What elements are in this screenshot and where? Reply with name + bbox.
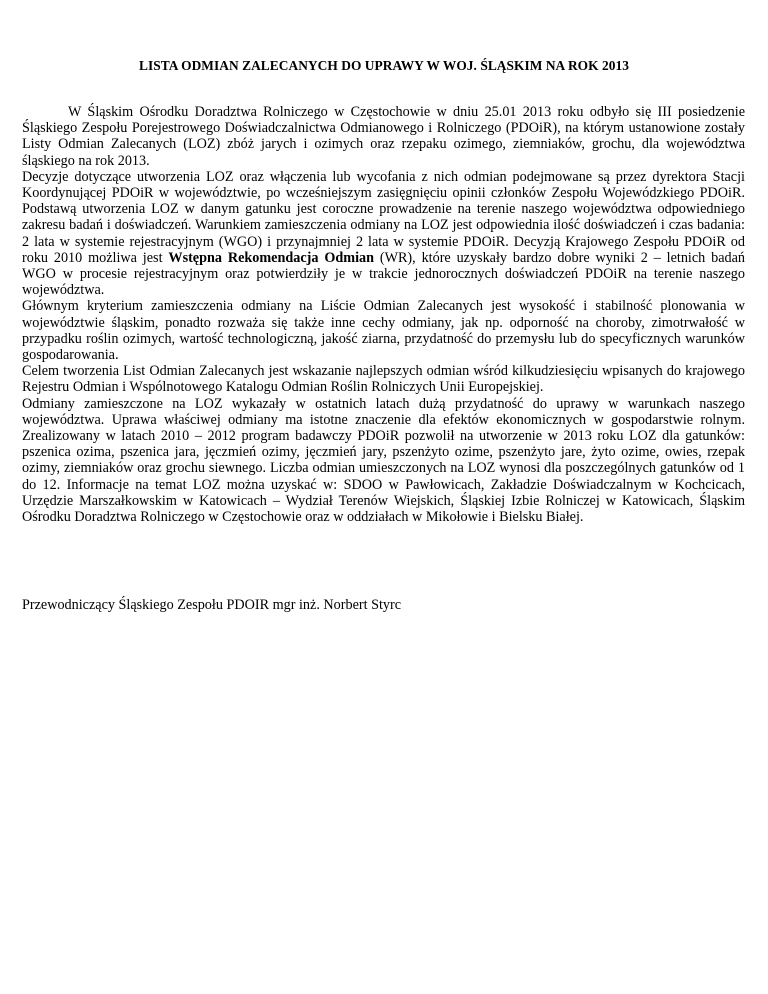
paragraph-criteria: Głównym kryterium zamieszczenia odmiany na Liście Odmian Zalecanych jest wysokość i stabilność plonowania w województwie śląskim, ponadto rozważa się także inne cechy odmiany, jak np. odporność na choroby, zimotrwałość w przypadku roślin ozimych, wartość technologiczną, jakość ziarna, przydatność do przemysłu lub do specyficznych warunków gospodarowania.: [22, 298, 745, 364]
paragraph-results: Odmiany zamieszczone na LOZ wykazały w ostatnich latach dużą przydatność do uprawy w warunkach naszego województwa. Uprawa właściwej odmiany ma istotne znaczenie dla efektów ekonomicznych w gospodarstwie rolnym. Zrealizowany w latach 2010 – 2012 program badawczy PDOiR pozwolił na utworzenie w 2013 roku LOZ dla gatunków: pszenica ozima, pszenica jara, jęczmień ozimy, jęczmień jary, pszenżyto ozime, pszenżyto jare, żyto ozime, owies, rzepak ozimy, ziemniaków oraz grochu siewnego. Liczba odmian umieszczonych na LOZ wynosi dla poszczególnych gatunków od 1 do 12. Informacje na temat LOZ można uzyskać w: SDOO w Pawłowicach, Zakładzie Doświadczalnym w Kochcicach, Urzędzie Marszałkowskim w Katowicach – Wydział Terenów Wiejskich, Śląskiej Izbie Rolniczej w Katowicach, Śląskim Ośrodku Doradztwa Rolniczego w Częstochowie oraz w oddziałach w Mikołowie i Bielsku Białej.: [22, 395, 745, 526]
preliminary-recommendation-term: Wstępna Rekomendacja Odmian: [168, 249, 374, 266]
paragraph-purpose: Celem tworzenia List Odmian Zalecanych jest wskazanie najlepszych odmian wśród kilkudziesięciu wpisanych do krajowego Rejestru Odmian i Wspólnotowego Katalogu Odmian Roślin Rolniczych Unii Europejskiej.: [22, 363, 745, 396]
paragraph-decisions-text-end: (WR), które uzyskały bardzo dobre wyniki 2 – letnich badań WGO w procesie rejestracyjnym oraz potwierdziły je w trakcie jednorocznych doświadczeń PDOiR na terenie naszego województwa.: [22, 249, 745, 299]
document-title: LISTA ODMIAN ZALECANYCH DO UPRAWY W WOJ. ŚLĄSKIM NA ROK 2013: [139, 58, 629, 73]
chairman-signature: Przewodniczący Śląskiego Zespołu PDOIR mgr inż. Norbert Styrc: [22, 597, 402, 613]
paragraph-decisions: [22, 169, 745, 299]
paragraph-decisions-text-start: Decyzje dotyczące utworzenia LOZ oraz włączenia lub wycofania z nich odmian podejmowane są przez dyrektora Stacji Koordynującej PDOiR w województwie, po wcześniejszym zasięgnięciu opinii członków Zespołu Wojewódzkiego PDOiR. Podstawą utworzenia LOZ w danym gatunku jest coroczne prowadzenie na terenie naszego województwa odpowiedniego zakresu badań i doświadczeń. Warunkiem zamieszczenia odmiany na LOZ jest odpowiednia ilość doświadczeń i czas badania: 2 lata w systemie rejestracyjnym (WGO) i przynajmniej 2 lata w systemie PDOiR. Decyzją Krajowego Zespołu PDOiR od roku 2010 możliwa jest: [22, 168, 745, 266]
document-body: [22, 104, 745, 525]
paragraph-meeting: W Śląskim Ośrodku Doradztwa Rolniczego w Częstochowie w dniu 25.01 2013 roku odbyło się III posiedzenie Śląskiego Zespołu Porejestrowego Doświadczalnictwa Odmianowego i Rolniczego (PDOiR), na którym ustanowione zostały Listy Odmian Zalecanych (LOZ) zbóż jarych i ozimych oraz rzepaku ozimego, ziemniaków, grochu, dla województwa śląskiego na rok 2013.: [22, 104, 745, 169]
